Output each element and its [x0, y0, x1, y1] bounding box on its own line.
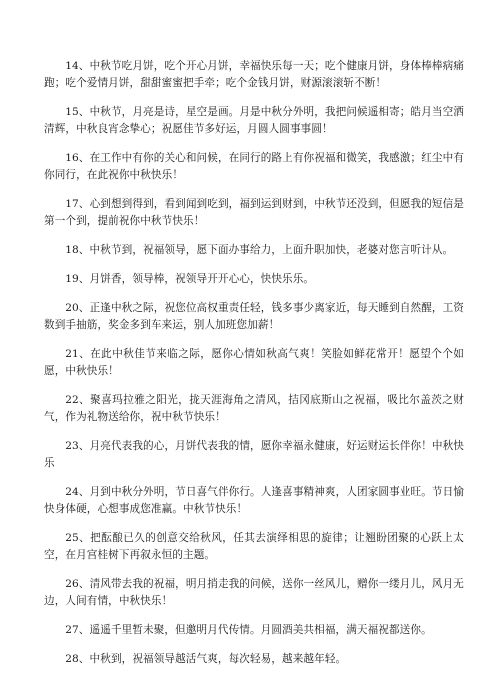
paragraph-14: 14、中秋节吃月饼，吃个开心月饼，幸福快乐每一天；吃个健康月饼，身体棒棒病痛跑；吃个爱情月饼，甜甜蜜蜜把手牵；吃个金钱月饼，财源滚滚斩不断！ — [44, 60, 464, 89]
paragraph-17: 17、心到想到得到，看到闻到吃到，福到运到财到，中秋节还没到，但愿我的短信是第一个到，提前祝你中秋节快乐！ — [44, 198, 464, 227]
paragraph-21: 21、在此中秋佳节来临之际，愿你心情如秋高气爽！笑脸如鲜花常开！愿望个个如愿，中秋快乐！ — [44, 348, 464, 377]
paragraph-16: 16、在工作中有你的关心和问候，在同行的路上有你祝福和微笑，我感激；红尘中有你同行，在此祝你中秋快乐！ — [44, 152, 464, 181]
paragraph-27: 27、遥遥千里暂未聚，但邀明月代传情。月圆酒美共相福，满天福祝都送你。 — [65, 624, 432, 636]
document-body — [44, 58, 464, 680]
paragraph-24: 24、月到中秋分外明，节日喜气伴你行。人逢喜事精神爽，人团家圆事业旺。节日愉快身体硬，心想事成您准赢。中秋节快乐！ — [44, 486, 464, 515]
paragraph-28: 28、中秋到，祝福领导越活气爽，每次轻易，越来越年轻。 — [65, 653, 347, 665]
paragraph-20: 20、正逢中秋之际，祝您位高权重责任轻，钱多事少离家近，每天睡到自然醒，工资数到手抽筋，奖金多到车来运，别人加班您加薪！ — [44, 302, 464, 331]
paragraph-15: 15、中秋节，月亮是诗，星空是画。月是中秋分外明，我把问候遥相寄；皓月当空洒清辉，中秋良宵念挚心；祝愿佳节多好运，月圆人圆事事圆！ — [44, 106, 464, 135]
paragraph-18: 18、中秋节到，祝福领导，愿下面办事给力，上面升职加快，老婆对您言听计从。 — [65, 244, 454, 256]
paragraph-25: 25、把酝酿已久的创意交给秋风，任其去演绎相思的旋律；让翘盼团聚的心跃上太空，在月宫桂树下再叙永恒的主题。 — [44, 532, 464, 561]
paragraph-22: 22、聚喜玛拉雅之阳光，拢天涯海角之清风，拮冈底斯山之祝福，吸比尔盖茨之财气，作为礼物送给你，祝中秋节快乐！ — [44, 394, 464, 423]
paragraph-23: 23、月亮代表我的心，月饼代表我的情，愿你幸福永健康，好运财运长伴你！中秋快乐 — [44, 440, 464, 469]
paragraph-19: 19、月饼香，领导棒，祝领导开开心心，快快乐乐。 — [65, 273, 315, 285]
paragraph-26: 26、清风带去我的祝福，明月捎走我的问候，送你一丝风儿，赠你一缕月儿，风月无边，人间有情，中秋快乐！ — [44, 578, 464, 607]
